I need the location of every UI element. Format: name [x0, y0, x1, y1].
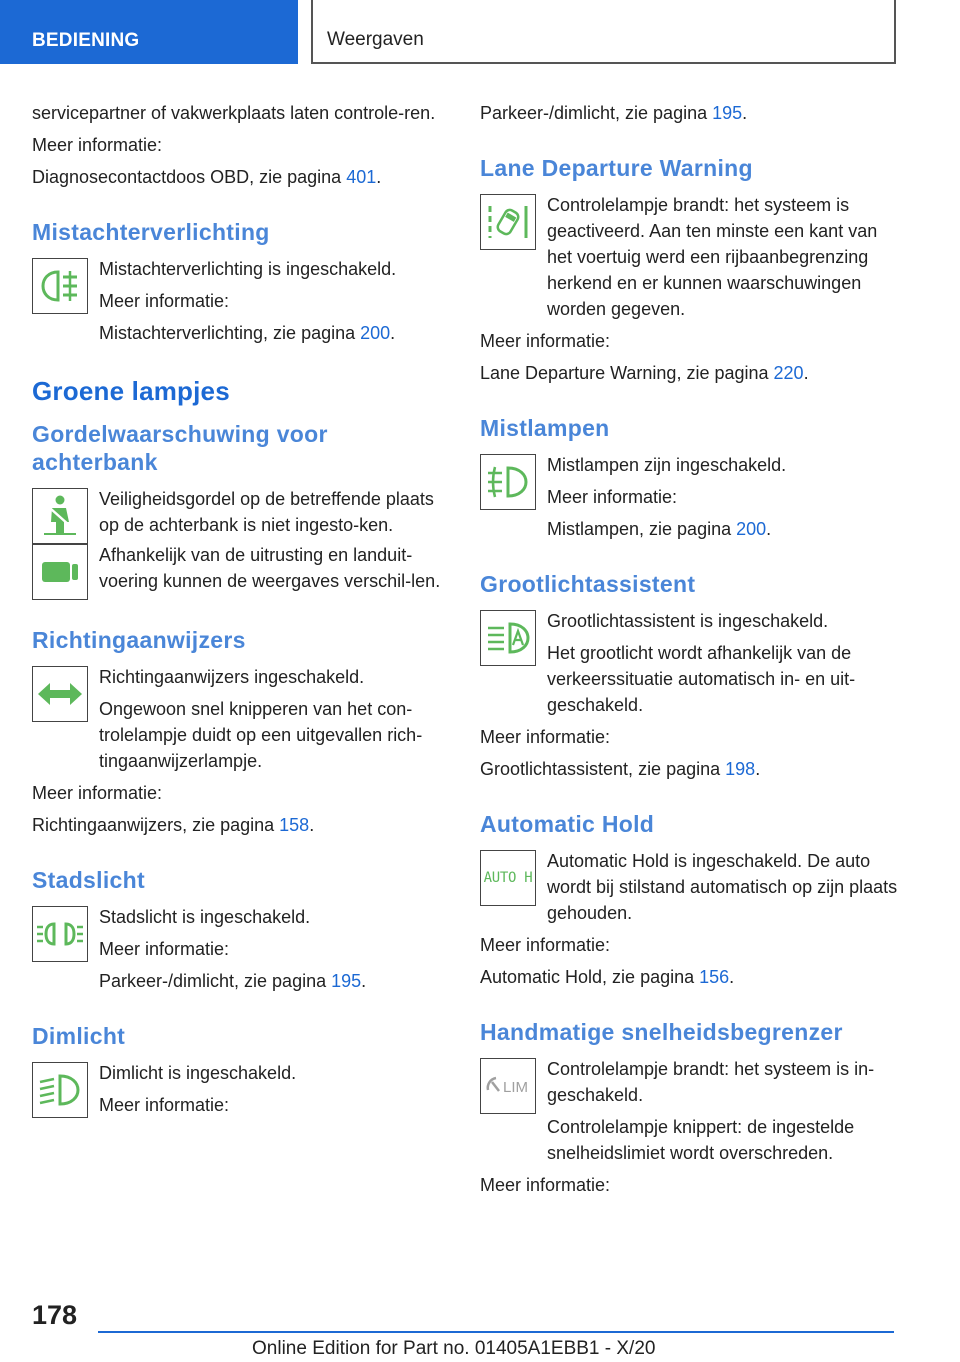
- parking-light-icon: [32, 906, 88, 962]
- paragraph: Controlelampje brandt: het systeem is in-geschakeld.: [547, 1059, 875, 1105]
- indicator-item: [32, 904, 452, 994]
- indicator-item: [32, 1060, 452, 1118]
- paragraph: Controlelampje knippert: de ingestelde snelheidslimiet wordt overschreden.: [547, 1117, 855, 1163]
- paragraph: Mistlampen zijn ingeschakeld.: [547, 455, 787, 475]
- section-heading: Automatic Hold: [480, 811, 655, 837]
- reference: Grootlichtassistent, zie pagina 198.: [480, 759, 761, 779]
- paragraph: Meer informatie:: [99, 939, 230, 959]
- paragraph: Meer informatie:: [32, 135, 163, 155]
- page-number: 178: [32, 1300, 78, 1330]
- section-heading: Grootlichtassistent: [480, 571, 696, 597]
- reference: Lane Departure Warning, zie pagina 220.: [480, 363, 809, 383]
- auto-hold-icon: AUTO H: [480, 850, 536, 906]
- indicator-item: [480, 848, 900, 926]
- section-heading: Gordelwaarschuwing voor achterbank: [32, 421, 328, 475]
- paragraph: Richtingaanwijzers ingeschakeld.: [99, 667, 365, 687]
- paragraph: Controlelampje brandt: het systeem is geactiveerd. Aan ten minste een kant van het voertuig werd een rijbaanbegrenzing herkend en er kunnen waarschuwingen worden gegeven.: [547, 195, 878, 319]
- section-heading: Dimlicht: [32, 1023, 126, 1049]
- right-column: [480, 100, 900, 1204]
- page-link[interactable]: 195: [712, 103, 743, 123]
- footer-edition: Online Edition for Part no. 01405A1EBB1 - X/20: [252, 1338, 656, 1359]
- page-link[interactable]: 200: [360, 323, 391, 343]
- paragraph: Ongewoon snel knipperen van het con-trolelampje duidt op een uitgevallen rich-tingaanwijzerlampje.: [99, 699, 423, 771]
- high-beam-assistant-icon: [480, 610, 536, 666]
- reference: Parkeer-/dimlicht, zie pagina 195.: [99, 971, 367, 991]
- reference: Mistachterverlichting, zie pagina 200.: [99, 323, 396, 343]
- reference: Diagnosecontactdoos OBD, zie pagina 401.: [32, 167, 382, 187]
- paragraph: Afhankelijk van de uitrusting en landuit-voering kunnen de weergaves verschil-len.: [99, 545, 441, 591]
- page-link[interactable]: 220: [773, 363, 804, 383]
- left-column: [32, 100, 452, 1124]
- section-heading: Richtingaanwijzers: [32, 627, 246, 653]
- indicator-item: [32, 256, 452, 346]
- paragraph: Meer informatie:: [99, 291, 230, 311]
- seatbelt-icon: [32, 488, 88, 544]
- low-beam-icon: [32, 1062, 88, 1118]
- paragraph: Grootlichtassistent is ingeschakeld.: [547, 611, 829, 631]
- reference: Mistlampen, zie pagina 200.: [547, 519, 772, 539]
- section-heading: Lane Departure Warning: [480, 155, 753, 181]
- lane-departure-icon: [480, 194, 536, 250]
- paragraph: Dimlicht is ingeschakeld.: [99, 1063, 297, 1083]
- indicator-item: [480, 452, 900, 542]
- page-link[interactable]: 156: [699, 967, 730, 987]
- page-link[interactable]: 200: [736, 519, 767, 539]
- paragraph: Meer informatie:: [480, 935, 611, 955]
- page-link[interactable]: 401: [346, 167, 377, 187]
- paragraph: Veiligheidsgordel op de betreffende plaats op de achterbank is niet ingesto-ken.: [99, 489, 434, 535]
- reference: Richtingaanwijzers, zie pagina 158.: [32, 815, 315, 835]
- paragraph: Meer informatie:: [480, 331, 611, 351]
- paragraph: Meer informatie:: [547, 487, 678, 507]
- rear-seat-icon: [32, 544, 88, 600]
- rear-fog-light-icon: [32, 258, 88, 314]
- section-heading: Mistlampen: [480, 415, 610, 441]
- footer-divider: [98, 1331, 894, 1333]
- section-heading: Stadslicht: [32, 867, 145, 893]
- section-heading: Handmatige snelheidsbegrenzer: [480, 1019, 843, 1045]
- indicator-item: [32, 542, 452, 598]
- paragraph: Meer informatie:: [99, 1095, 230, 1115]
- paragraph: Meer informatie:: [480, 1175, 611, 1195]
- front-fog-light-icon: [480, 454, 536, 510]
- turn-signal-icon: [32, 666, 88, 722]
- page-link[interactable]: 198: [725, 759, 756, 779]
- speed-limiter-icon: LIM: [480, 1058, 536, 1114]
- indicator-item: [480, 608, 900, 718]
- indicator-item: [480, 192, 900, 322]
- chapter-title: Weergaven: [311, 0, 896, 64]
- page-link[interactable]: 158: [279, 815, 310, 835]
- paragraph: Stadslicht is ingeschakeld.: [99, 907, 311, 927]
- section-tab: BEDIENING: [0, 0, 298, 64]
- page-link[interactable]: 195: [331, 971, 362, 991]
- paragraph: Automatic Hold is ingeschakeld. De auto wordt bij stilstand automatisch op zijn plaats gehouden.: [547, 851, 898, 923]
- paragraph: Meer informatie:: [480, 727, 611, 747]
- paragraph: servicepartner of vakwerkplaats laten controle-ren.: [32, 103, 436, 123]
- paragraph: Het grootlicht wordt afhankelijk van de verkeerssituatie automatisch in- en uit-geschakeld.: [547, 643, 856, 715]
- reference: Automatic Hold, zie pagina 156.: [480, 967, 735, 987]
- indicator-item: [32, 664, 452, 774]
- indicator-item: [32, 486, 452, 542]
- reference: Parkeer-/dimlicht, zie pagina 195.: [480, 103, 748, 123]
- paragraph: Mistachterverlichting is ingeschakeld.: [99, 259, 397, 279]
- section-heading: Mistachterverlichting: [32, 219, 270, 245]
- indicator-item: [480, 1056, 900, 1166]
- chapter-heading: Groene lampjes: [32, 376, 230, 406]
- paragraph: Meer informatie:: [32, 783, 163, 803]
